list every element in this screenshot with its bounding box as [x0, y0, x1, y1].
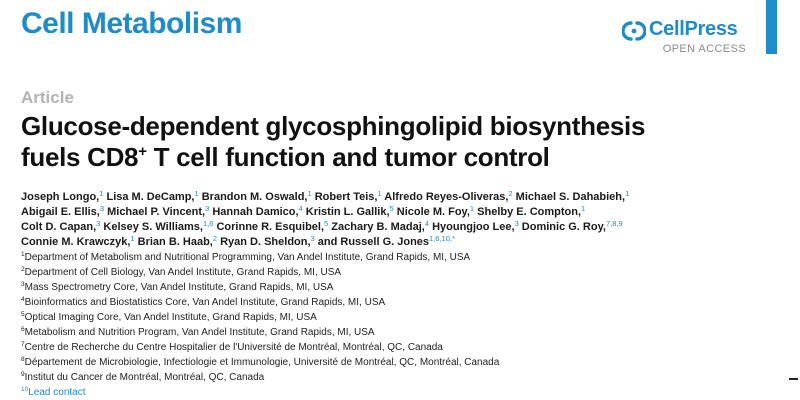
author-affiliation-marker: 1,6 [202, 219, 214, 228]
cellpress-logo-icon [622, 21, 646, 41]
open-access-label: OPEN ACCESS [662, 43, 746, 55]
author-name[interactable] [432, 221, 519, 233]
author-affiliation-marker: 1 [469, 204, 475, 213]
affiliation-item [21, 295, 781, 310]
author-name[interactable] [138, 236, 217, 248]
author-name[interactable] [202, 191, 312, 203]
author-name[interactable] [21, 191, 103, 203]
affiliation-item [21, 325, 781, 340]
affiliation-text: Optical Imaging Core, Van Andel Institute, Grand Rapids, MI, USA [24, 312, 317, 323]
affiliation-text: Centre de Recherche du Centre Hospitalier de l'Université de Montréal, Montréal, QC, Canada [24, 342, 443, 353]
affiliation-number: 5 [21, 311, 25, 318]
journal-title: Cell Metabolism [21, 7, 242, 40]
affiliation-item [21, 265, 781, 280]
author-affiliation-marker: 4 [298, 204, 303, 213]
author-name[interactable] [384, 191, 512, 203]
author-name-text: Colt D. Capan, [21, 221, 97, 233]
author-name[interactable] [103, 221, 213, 233]
author-affiliation-marker: 4 [424, 219, 429, 228]
page-mark [789, 378, 798, 380]
author-name-text: Alfredo Reyes-Oliveras, [384, 191, 509, 203]
author-line [21, 205, 781, 220]
author-name[interactable] [21, 221, 100, 233]
author-name[interactable] [318, 236, 455, 248]
affiliation-number: 4 [21, 296, 25, 303]
author-name[interactable] [212, 206, 302, 218]
author-affiliation-marker: 1 [581, 204, 586, 213]
author-name-text: Joseph Longo, [21, 191, 100, 203]
affiliation-item [21, 370, 781, 385]
author-name[interactable] [516, 191, 630, 203]
author-name[interactable] [220, 236, 315, 248]
affiliation-text: Département de Microbiologie, Infectiologie et Immunologie, Université de Montréal, QC, Montréal, Canada [24, 357, 500, 368]
affiliation-item [21, 340, 781, 355]
title-superscript: + [138, 143, 147, 160]
author-name[interactable] [477, 206, 585, 218]
author-name-text: Shelby E. Compton, [477, 206, 582, 218]
author-affiliation-marker: 5 [389, 204, 394, 213]
author-affiliation-marker: 3 [205, 204, 210, 213]
affiliation-number: 3 [21, 281, 25, 288]
author-name-text: Hannah Damico, [212, 206, 299, 218]
affiliation-text: Institut du Cancer de Montréal, Montréal, QC, Canada [24, 372, 265, 383]
author-name-text: Connie M. Krawczyk, [21, 236, 131, 248]
author-name-text: Hyoungjoo Lee, [432, 221, 515, 233]
affiliation-text: Mass Spectrometry Core, Van Andel Institute, Grand Rapids, MI, USA [24, 282, 334, 293]
author-affiliation-marker: 3 [96, 219, 101, 228]
author-name-text: Corinne R. Esquibel, [216, 221, 325, 233]
author-affiliation-marker: 1 [307, 189, 312, 198]
author-affiliation-marker: 7,8,9 [605, 219, 623, 228]
author-name[interactable] [315, 191, 382, 203]
affiliation-text: Metabolism and Nutrition Program, Van Andel Institute, Grand Rapids, MI, USA [24, 327, 375, 338]
affiliation-number: 1 [21, 251, 25, 258]
author-line [21, 220, 781, 235]
affiliation-text: Department of Metabolism and Nutritional Programming, Van Andel Institute, Grand Rapids, MI, USA [24, 252, 471, 263]
author-affiliation-marker: 1 [194, 189, 199, 198]
author-name[interactable] [21, 236, 135, 248]
affiliation-list [21, 250, 781, 400]
author-name[interactable] [331, 221, 429, 233]
author-line [21, 235, 781, 250]
author-affiliation-marker: 1,6,10,* [429, 234, 455, 243]
author-name[interactable] [107, 206, 209, 218]
affiliation-item [21, 385, 781, 400]
author-affiliation-marker: 1 [625, 189, 630, 198]
author-name-text: Brian B. Haab, [137, 236, 213, 248]
author-affiliation-marker: 3 [310, 234, 315, 243]
author-name[interactable] [397, 206, 474, 218]
affiliation-number: 2 [21, 266, 25, 273]
affiliation-text: Bioinformatics and Biostatistics Core, Van Andel Institute, Grand Rapids, MI, USA [24, 297, 386, 308]
author-name-text: Abigail E. Ellis, [21, 206, 100, 218]
author-name-text: Kristin L. Gallik, [305, 206, 390, 218]
author-name-text: Robert Teis, [314, 191, 378, 203]
author-name-text: Ryan D. Sheldon, [220, 236, 311, 248]
author-affiliation-marker: 1 [377, 189, 382, 198]
author-affiliation-marker: 2 [212, 234, 218, 243]
author-name[interactable] [216, 221, 328, 233]
author-affiliation-marker: 3 [99, 204, 105, 213]
author-affiliation-marker: 5 [324, 219, 329, 228]
author-name-text: Brandon M. Oswald, [201, 191, 308, 203]
author-name-text: Michael S. Dahabieh, [515, 191, 626, 203]
title-line-2-end: T cell function and tumor control [146, 142, 550, 172]
author-name[interactable] [21, 206, 104, 218]
author-name-text: Lisa M. DeCamp, [106, 191, 195, 203]
affiliation-number: 7 [21, 341, 25, 348]
affiliation-text: Lead contact [28, 387, 86, 398]
cellpress-logo[interactable] [620, 18, 746, 62]
author-name-text: Dominic G. Roy, [521, 221, 606, 233]
author-name-text: Michael P. Vincent, [107, 206, 206, 218]
affiliation-number: 6 [21, 326, 25, 333]
author-name[interactable] [306, 206, 394, 218]
affiliation-number: 10 [21, 386, 29, 393]
affiliation-number: 8 [21, 356, 25, 363]
author-name[interactable] [106, 191, 198, 203]
author-affiliation-marker: 2 [508, 189, 513, 198]
affiliation-item [21, 310, 781, 325]
affiliation-item [21, 355, 781, 370]
affiliation-item [21, 280, 781, 295]
author-name-text: Nicole M. Foy, [396, 206, 470, 218]
title-line-1: Glucose-dependent glycosphingolipid biosynthesis [21, 111, 646, 141]
author-name-text: Zachary B. Madaj, [331, 221, 425, 233]
author-name-text: and Russell G. Jones [317, 236, 430, 248]
title-line-2 [21, 142, 761, 173]
author-name-text: Kelsey S. Williams, [103, 221, 203, 233]
author-line [21, 190, 781, 205]
author-affiliation-marker: 1 [130, 234, 135, 243]
affiliation-text: Department of Cell Biology, Van Andel Institute, Grand Rapids, MI, USA [24, 267, 342, 278]
title-line-2-start: fuels CD8 [21, 142, 139, 172]
article-title [21, 111, 761, 173]
author-list [21, 190, 781, 250]
article-type-label: Article [21, 88, 74, 107]
author-affiliation-marker: 3 [514, 219, 519, 228]
accent-bar [766, 0, 777, 54]
affiliation-number: 9 [21, 371, 25, 378]
publisher-name: CellPress [649, 18, 738, 40]
author-name[interactable] [522, 221, 623, 233]
affiliation-item [21, 250, 781, 265]
author-affiliation-marker: 1 [99, 189, 104, 198]
